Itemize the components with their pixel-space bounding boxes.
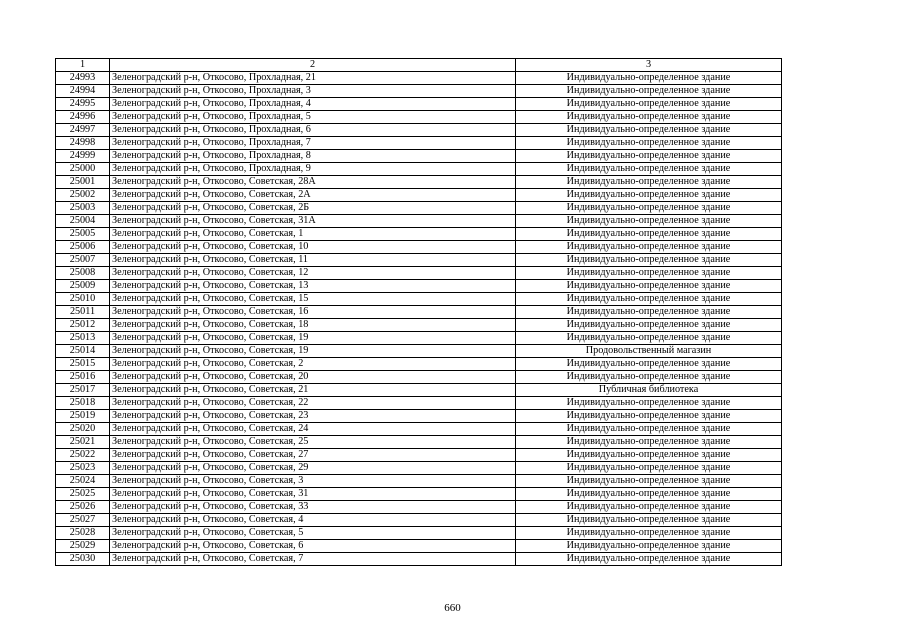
object-type-cell: Индивидуально-определенное здание bbox=[516, 254, 782, 267]
address-cell: Зеленоградский р-н, Откосово, Советская, 2Б bbox=[110, 202, 516, 215]
registry-number-cell: 25017 bbox=[56, 384, 110, 397]
address-cell: Зеленоградский р-н, Откосово, Советская, 2А bbox=[110, 189, 516, 202]
table-row bbox=[56, 85, 782, 98]
address-cell: Зеленоградский р-н, Откосово, Советская, 11 bbox=[110, 254, 516, 267]
registry-number-cell: 25010 bbox=[56, 293, 110, 306]
registry-number-cell: 25007 bbox=[56, 254, 110, 267]
registry-number-cell: 25025 bbox=[56, 488, 110, 501]
object-type-cell: Индивидуально-определенное здание bbox=[516, 280, 782, 293]
object-type-cell: Индивидуально-определенное здание bbox=[516, 228, 782, 241]
object-type-cell: Индивидуально-определенное здание bbox=[516, 72, 782, 85]
address-cell: Зеленоградский р-н, Откосово, Советская, 16 bbox=[110, 306, 516, 319]
address-cell: Зеленоградский р-н, Откосово, Советская, 19 bbox=[110, 332, 516, 345]
address-cell: Зеленоградский р-н, Откосово, Советская, 22 bbox=[110, 397, 516, 410]
table-row bbox=[56, 449, 782, 462]
address-cell: Зеленоградский р-н, Откосово, Советская, 25 bbox=[110, 436, 516, 449]
address-cell: Зеленоградский р-н, Откосово, Прохладная, 7 bbox=[110, 137, 516, 150]
registry-number-cell: 25005 bbox=[56, 228, 110, 241]
table-row bbox=[56, 72, 782, 85]
registry-number-cell: 25021 bbox=[56, 436, 110, 449]
table-row bbox=[56, 527, 782, 540]
registry-number-cell: 25019 bbox=[56, 410, 110, 423]
column-header-3: 3 bbox=[516, 59, 782, 72]
registry-number-cell: 25013 bbox=[56, 332, 110, 345]
table-row bbox=[56, 306, 782, 319]
registry-number-cell: 25029 bbox=[56, 540, 110, 553]
column-number-header-row bbox=[56, 59, 782, 72]
table-row bbox=[56, 397, 782, 410]
object-type-cell: Индивидуально-определенное здание bbox=[516, 527, 782, 540]
registry-number-cell: 25024 bbox=[56, 475, 110, 488]
address-cell: Зеленоградский р-н, Откосово, Советская, 2 bbox=[110, 358, 516, 371]
table-row bbox=[56, 345, 782, 358]
address-cell: Зеленоградский р-н, Откосово, Прохладная, 9 bbox=[110, 163, 516, 176]
object-type-cell: Индивидуально-определенное здание bbox=[516, 423, 782, 436]
table-row bbox=[56, 163, 782, 176]
table-row bbox=[56, 475, 782, 488]
address-cell: Зеленоградский р-н, Откосово, Советская, 13 bbox=[110, 280, 516, 293]
registry-number-cell: 25009 bbox=[56, 280, 110, 293]
object-type-cell: Индивидуально-определенное здание bbox=[516, 436, 782, 449]
object-type-cell: Индивидуально-определенное здание bbox=[516, 111, 782, 124]
address-cell: Зеленоградский р-н, Откосово, Прохладная, 3 bbox=[110, 85, 516, 98]
table-row bbox=[56, 215, 782, 228]
object-type-cell: Индивидуально-определенное здание bbox=[516, 514, 782, 527]
registry-number-cell: 25006 bbox=[56, 241, 110, 254]
address-cell: Зеленоградский р-н, Откосово, Прохладная, 6 bbox=[110, 124, 516, 137]
registry-number-cell: 25022 bbox=[56, 449, 110, 462]
registry-number-cell: 24993 bbox=[56, 72, 110, 85]
column-header-1: 1 bbox=[56, 59, 110, 72]
table-row bbox=[56, 189, 782, 202]
object-type-cell: Индивидуально-определенное здание bbox=[516, 267, 782, 280]
table-row bbox=[56, 540, 782, 553]
table-row bbox=[56, 176, 782, 189]
registry-number-cell: 24995 bbox=[56, 98, 110, 111]
registry-number-cell: 25000 bbox=[56, 163, 110, 176]
property-registry-table bbox=[55, 58, 782, 566]
object-type-cell: Индивидуально-определенное здание bbox=[516, 241, 782, 254]
table-row bbox=[56, 137, 782, 150]
object-type-cell: Индивидуально-определенное здание bbox=[516, 488, 782, 501]
object-type-cell: Индивидуально-определенное здание bbox=[516, 553, 782, 566]
table-row bbox=[56, 111, 782, 124]
registry-number-cell: 24998 bbox=[56, 137, 110, 150]
address-cell: Зеленоградский р-н, Откосово, Советская, 7 bbox=[110, 553, 516, 566]
table-row bbox=[56, 410, 782, 423]
object-type-cell: Индивидуально-определенное здание bbox=[516, 98, 782, 111]
registry-number-cell: 25027 bbox=[56, 514, 110, 527]
object-type-cell: Индивидуально-определенное здание bbox=[516, 215, 782, 228]
address-cell: Зеленоградский р-н, Откосово, Советская, 33 bbox=[110, 501, 516, 514]
address-cell: Зеленоградский р-н, Откосово, Прохладная, 8 bbox=[110, 150, 516, 163]
object-type-cell: Индивидуально-определенное здание bbox=[516, 189, 782, 202]
object-type-cell: Индивидуально-определенное здание bbox=[516, 176, 782, 189]
table-row bbox=[56, 241, 782, 254]
address-cell: Зеленоградский р-н, Откосово, Прохладная, 21 bbox=[110, 72, 516, 85]
registry-number-cell: 25002 bbox=[56, 189, 110, 202]
registry-number-cell: 25011 bbox=[56, 306, 110, 319]
address-cell: Зеленоградский р-н, Откосово, Советская, 23 bbox=[110, 410, 516, 423]
table-row bbox=[56, 423, 782, 436]
address-cell: Зеленоградский р-н, Откосово, Советская, 19 bbox=[110, 345, 516, 358]
address-cell: Зеленоградский р-н, Откосово, Советская, 18 bbox=[110, 319, 516, 332]
registry-number-cell: 25008 bbox=[56, 267, 110, 280]
registry-number-cell: 25026 bbox=[56, 501, 110, 514]
page-number: 660 bbox=[444, 602, 461, 614]
table-row bbox=[56, 488, 782, 501]
table-row bbox=[56, 436, 782, 449]
address-cell: Зеленоградский р-н, Откосово, Советская, 3 bbox=[110, 475, 516, 488]
address-cell: Зеленоградский р-н, Откосово, Советская, 12 bbox=[110, 267, 516, 280]
address-cell: Зеленоградский р-н, Откосово, Советская, 6 bbox=[110, 540, 516, 553]
object-type-cell: Индивидуально-определенное здание bbox=[516, 358, 782, 371]
address-cell: Зеленоградский р-н, Откосово, Советская, 1 bbox=[110, 228, 516, 241]
object-type-cell: Индивидуально-определенное здание bbox=[516, 124, 782, 137]
address-cell: Зеленоградский р-н, Откосово, Прохладная, 4 bbox=[110, 98, 516, 111]
object-type-cell: Индивидуально-определенное здание bbox=[516, 540, 782, 553]
table-row bbox=[56, 280, 782, 293]
table-row bbox=[56, 501, 782, 514]
table-row bbox=[56, 514, 782, 527]
registry-number-cell: 25030 bbox=[56, 553, 110, 566]
table-row bbox=[56, 358, 782, 371]
table-row bbox=[56, 98, 782, 111]
object-type-cell: Индивидуально-определенное здание bbox=[516, 306, 782, 319]
column-header-2: 2 bbox=[110, 59, 516, 72]
table-row bbox=[56, 319, 782, 332]
table-row bbox=[56, 371, 782, 384]
table-row bbox=[56, 553, 782, 566]
object-type-cell: Индивидуально-определенное здание bbox=[516, 449, 782, 462]
object-type-cell: Индивидуально-определенное здание bbox=[516, 163, 782, 176]
registry-number-cell: 25023 bbox=[56, 462, 110, 475]
registry-number-cell: 25018 bbox=[56, 397, 110, 410]
address-cell: Зеленоградский р-н, Откосово, Советская, 5 bbox=[110, 527, 516, 540]
address-cell: Зеленоградский р-н, Откосово, Советская, 20 bbox=[110, 371, 516, 384]
address-cell: Зеленоградский р-н, Откосово, Советская, 31 bbox=[110, 488, 516, 501]
address-cell: Зеленоградский р-н, Откосово, Советская, 29 bbox=[110, 462, 516, 475]
object-type-cell: Индивидуально-определенное здание bbox=[516, 332, 782, 345]
object-type-cell: Публичная библиотека bbox=[516, 384, 782, 397]
object-type-cell: Индивидуально-определенное здание bbox=[516, 150, 782, 163]
address-cell: Зеленоградский р-н, Откосово, Советская, 10 bbox=[110, 241, 516, 254]
registry-table-body bbox=[56, 59, 782, 566]
address-cell: Зеленоградский р-н, Откосово, Советская, 27 bbox=[110, 449, 516, 462]
registry-number-cell: 24996 bbox=[56, 111, 110, 124]
registry-number-cell: 25016 bbox=[56, 371, 110, 384]
table-row bbox=[56, 150, 782, 163]
object-type-cell: Продовольственный магазин bbox=[516, 345, 782, 358]
table-row bbox=[56, 332, 782, 345]
registry-number-cell: 25014 bbox=[56, 345, 110, 358]
registry-number-cell: 25028 bbox=[56, 527, 110, 540]
registry-number-cell: 25020 bbox=[56, 423, 110, 436]
registry-number-cell: 25003 bbox=[56, 202, 110, 215]
table-row bbox=[56, 293, 782, 306]
object-type-cell: Индивидуально-определенное здание bbox=[516, 319, 782, 332]
registry-number-cell: 24997 bbox=[56, 124, 110, 137]
registry-number-cell: 24994 bbox=[56, 85, 110, 98]
address-cell: Зеленоградский р-н, Откосово, Советская, 24 bbox=[110, 423, 516, 436]
registry-number-cell: 25015 bbox=[56, 358, 110, 371]
address-cell: Зеленоградский р-н, Откосово, Советская, 4 bbox=[110, 514, 516, 527]
address-cell: Зеленоградский р-н, Откосово, Советская, 31А bbox=[110, 215, 516, 228]
address-cell: Зеленоградский р-н, Откосово, Советская, 21 bbox=[110, 384, 516, 397]
registry-number-cell: 25001 bbox=[56, 176, 110, 189]
object-type-cell: Индивидуально-определенное здание bbox=[516, 501, 782, 514]
registry-number-cell: 25004 bbox=[56, 215, 110, 228]
object-type-cell: Индивидуально-определенное здание bbox=[516, 397, 782, 410]
address-cell: Зеленоградский р-н, Откосово, Прохладная, 5 bbox=[110, 111, 516, 124]
table-row bbox=[56, 267, 782, 280]
registry-number-cell: 24999 bbox=[56, 150, 110, 163]
table-row bbox=[56, 462, 782, 475]
table-row bbox=[56, 202, 782, 215]
object-type-cell: Индивидуально-определенное здание bbox=[516, 371, 782, 384]
table-row bbox=[56, 124, 782, 137]
address-cell: Зеленоградский р-н, Откосово, Советская, 28А bbox=[110, 176, 516, 189]
table-row bbox=[56, 254, 782, 267]
object-type-cell: Индивидуально-определенное здание bbox=[516, 293, 782, 306]
registry-number-cell: 25012 bbox=[56, 319, 110, 332]
address-cell: Зеленоградский р-н, Откосово, Советская, 15 bbox=[110, 293, 516, 306]
object-type-cell: Индивидуально-определенное здание bbox=[516, 202, 782, 215]
object-type-cell: Индивидуально-определенное здание bbox=[516, 410, 782, 423]
table-row bbox=[56, 228, 782, 241]
object-type-cell: Индивидуально-определенное здание bbox=[516, 475, 782, 488]
object-type-cell: Индивидуально-определенное здание bbox=[516, 462, 782, 475]
object-type-cell: Индивидуально-определенное здание bbox=[516, 137, 782, 150]
table-row bbox=[56, 384, 782, 397]
object-type-cell: Индивидуально-определенное здание bbox=[516, 85, 782, 98]
